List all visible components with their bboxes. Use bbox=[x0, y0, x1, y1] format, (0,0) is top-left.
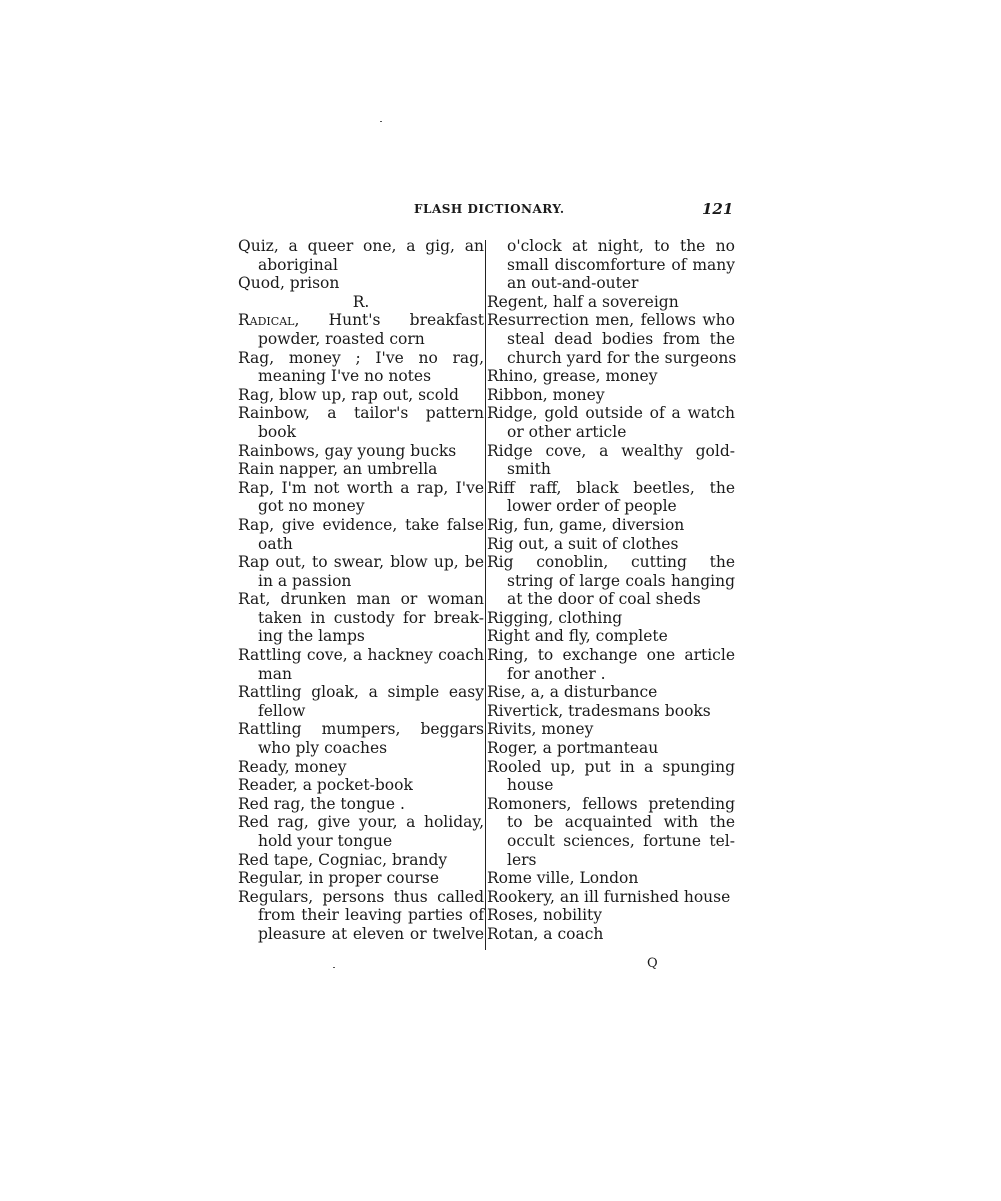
dictionary-line bbox=[487, 479, 735, 498]
dictionary-line bbox=[487, 553, 735, 572]
dictionary-line bbox=[487, 813, 735, 832]
entry-text: string of large coals hanging bbox=[507, 571, 735, 590]
entry-headword: Radical, bbox=[238, 311, 300, 330]
dictionary-line bbox=[238, 888, 484, 907]
right-column bbox=[487, 237, 735, 944]
dictionary-line bbox=[487, 906, 735, 925]
dictionary-line bbox=[238, 293, 484, 312]
dictionary-line bbox=[238, 739, 484, 758]
dictionary-line bbox=[487, 311, 735, 330]
entry-text: Rap out, to swear, blow up, be bbox=[238, 553, 484, 572]
dictionary-line bbox=[238, 442, 484, 461]
print-speck bbox=[333, 967, 335, 968]
entry-text: Reader, a pocket-book bbox=[238, 776, 413, 795]
dictionary-line bbox=[238, 553, 484, 572]
entry-text: Resurrection men, fellows who bbox=[487, 311, 735, 330]
dictionary-line bbox=[238, 758, 484, 777]
dictionary-line bbox=[487, 349, 735, 368]
entry-text: Ridge cove, a wealthy gold- bbox=[487, 441, 735, 460]
dictionary-line bbox=[238, 237, 484, 256]
entry-text: pleasure at eleven or twelve bbox=[258, 924, 484, 943]
entry-text: Rag, blow up, rap out, scold bbox=[238, 385, 459, 404]
entry-text: in a passion bbox=[258, 571, 352, 590]
dictionary-line bbox=[487, 237, 735, 256]
dictionary-line bbox=[487, 386, 735, 405]
entry-text: Regulars, persons thus called bbox=[238, 887, 484, 906]
entry-text: church yard for the surgeons bbox=[507, 348, 737, 367]
dictionary-line bbox=[238, 702, 484, 721]
entry-text: aboriginal bbox=[258, 255, 338, 274]
entry-text: Hunt's breakfast bbox=[299, 311, 484, 330]
entry-text: smith bbox=[507, 460, 551, 479]
dictionary-line bbox=[238, 832, 484, 851]
dictionary-line bbox=[487, 572, 735, 591]
entry-text: Ribbon, money bbox=[487, 385, 605, 404]
dictionary-line bbox=[238, 627, 484, 646]
entry-text: taken in custody for break- bbox=[258, 608, 484, 627]
entry-text: for another . bbox=[507, 664, 606, 683]
entry-text: small discomforture of many bbox=[507, 255, 735, 274]
dictionary-line bbox=[238, 256, 484, 275]
dictionary-line bbox=[487, 627, 735, 646]
dictionary-line bbox=[487, 535, 735, 554]
entry-text: Rattling cove, a hackney coach bbox=[238, 646, 484, 665]
dictionary-line bbox=[487, 460, 735, 479]
dictionary-line bbox=[238, 851, 484, 870]
entry-text: meaning I've no notes bbox=[258, 367, 432, 386]
dictionary-line bbox=[238, 906, 484, 925]
dictionary-line bbox=[238, 516, 484, 535]
dictionary-line bbox=[238, 535, 484, 554]
entry-text: from their leaving parties of bbox=[258, 906, 484, 925]
dictionary-line bbox=[487, 293, 735, 312]
dictionary-line bbox=[487, 720, 735, 739]
dictionary-line bbox=[238, 330, 484, 349]
dictionary-line bbox=[238, 274, 484, 293]
dictionary-line bbox=[487, 442, 735, 461]
entry-text: Red tape, Cogniac, brandy bbox=[238, 850, 448, 869]
dictionary-line bbox=[487, 683, 735, 702]
dictionary-line bbox=[487, 851, 735, 870]
dictionary-line bbox=[487, 888, 735, 907]
signature-mark: Q bbox=[647, 956, 658, 971]
entry-text: Rhino, grease, money bbox=[487, 367, 658, 386]
entry-text: an out-and-outer bbox=[507, 274, 639, 293]
dictionary-line bbox=[238, 423, 484, 442]
entry-text: steal dead bodies from the bbox=[507, 329, 735, 348]
entry-text: Rooled up, put in a spunging bbox=[487, 757, 735, 776]
entry-text: Romoners, fellows pretending bbox=[487, 794, 735, 813]
entry-text: book bbox=[258, 422, 296, 441]
running-header: FLASH DICTIONARY. bbox=[414, 202, 565, 216]
dictionary-line bbox=[238, 404, 484, 423]
entry-text: or other article bbox=[507, 422, 627, 441]
entry-text: Rig out, a suit of clothes bbox=[487, 534, 679, 553]
dictionary-line bbox=[487, 869, 735, 888]
entry-text: o'clock at night, to the no bbox=[507, 237, 735, 255]
entry-text: Rigging, clothing bbox=[487, 608, 623, 627]
entry-text: to be acquainted with the bbox=[507, 813, 735, 832]
entry-text: Regular, in proper course bbox=[238, 869, 440, 888]
dictionary-line bbox=[487, 665, 735, 684]
dictionary-line bbox=[238, 776, 484, 795]
entry-text: Rainbow, a tailor's pattern bbox=[238, 404, 484, 423]
dictionary-line bbox=[487, 274, 735, 293]
dictionary-line bbox=[238, 665, 484, 684]
dictionary-line bbox=[487, 256, 735, 275]
entry-text: Red rag, the tongue . bbox=[238, 794, 405, 813]
dictionary-line bbox=[487, 832, 735, 851]
entry-text: Regent, half a sovereign bbox=[487, 292, 679, 311]
dictionary-line bbox=[487, 646, 735, 665]
entry-text: Rig, fun, game, diversion bbox=[487, 515, 685, 534]
entry-text: Quod, prison bbox=[238, 274, 340, 293]
entry-text: Ready, money bbox=[238, 757, 347, 776]
entry-text: Rag, money ; I've no rag, bbox=[238, 348, 484, 367]
dictionary-line bbox=[238, 590, 484, 609]
dictionary-line bbox=[487, 404, 735, 423]
entry-text: Roses, nobility bbox=[487, 906, 603, 925]
dictionary-line bbox=[487, 367, 735, 386]
entry-text: powder, roasted corn bbox=[258, 329, 425, 348]
page-number: 121 bbox=[702, 200, 734, 218]
dictionary-line bbox=[238, 367, 484, 386]
entry-text: Roger, a portmanteau bbox=[487, 739, 659, 758]
dictionary-line bbox=[487, 776, 735, 795]
dictionary-line bbox=[238, 609, 484, 628]
dictionary-line bbox=[487, 516, 735, 535]
dictionary-line bbox=[238, 386, 484, 405]
dictionary-line bbox=[238, 646, 484, 665]
left-column bbox=[238, 237, 484, 944]
entry-text: at the door of coal sheds bbox=[507, 590, 701, 609]
entry-text: Right and fly, complete bbox=[487, 627, 668, 646]
entry-text: hold your tongue bbox=[258, 832, 393, 850]
entry-text: Ridge, gold outside of a watch bbox=[487, 404, 735, 423]
dictionary-line bbox=[238, 683, 484, 702]
entry-text: Rap, give evidence, take false bbox=[238, 515, 484, 534]
dictionary-line bbox=[238, 349, 484, 368]
dictionary-line bbox=[487, 795, 735, 814]
entry-text: Rig conoblin, cutting the bbox=[487, 553, 735, 572]
dictionary-line bbox=[238, 479, 484, 498]
dictionary-line bbox=[487, 702, 735, 721]
dictionary-line bbox=[238, 813, 484, 832]
entry-text: occult sciences, fortune tel- bbox=[507, 832, 735, 850]
print-speck bbox=[380, 121, 382, 122]
entry-text: got no money bbox=[258, 497, 365, 516]
dictionary-line bbox=[487, 758, 735, 777]
entry-text: Rap, I'm not worth a rap, I've bbox=[238, 478, 484, 497]
dictionary-line bbox=[487, 925, 735, 944]
entry-text: Rat, drunken man or woman bbox=[238, 590, 484, 609]
entry-text: man bbox=[258, 664, 292, 683]
entry-text: lower order of people bbox=[507, 497, 677, 516]
entry-text: Rain napper, an umbrella bbox=[238, 460, 438, 479]
column-divider bbox=[485, 240, 486, 950]
dictionary-line bbox=[238, 311, 484, 330]
entry-text: Rookery, an ill furnished house bbox=[487, 887, 731, 906]
entry-text: house bbox=[507, 776, 554, 795]
entry-text: Rome ville, London bbox=[487, 869, 639, 888]
dictionary-line bbox=[238, 720, 484, 739]
entry-text: R. bbox=[352, 292, 370, 311]
dictionary-line bbox=[487, 497, 735, 516]
entry-text: who ply coaches bbox=[258, 739, 388, 758]
entry-text: Riff raff, black beetles, the bbox=[487, 478, 735, 497]
entry-text: Ring, to exchange one article bbox=[487, 646, 735, 665]
dictionary-line bbox=[238, 460, 484, 479]
entry-text: Rise, a, a disturbance bbox=[487, 683, 658, 702]
entry-text: Rattling mumpers, beggars bbox=[238, 720, 484, 739]
dictionary-line bbox=[238, 795, 484, 814]
dictionary-line bbox=[238, 925, 484, 944]
entry-text: Rivits, money bbox=[487, 720, 594, 739]
dictionary-line bbox=[487, 590, 735, 609]
dictionary-line bbox=[487, 330, 735, 349]
dictionary-line bbox=[238, 869, 484, 888]
entry-text: Red rag, give your, a holiday, bbox=[238, 813, 484, 832]
entry-text: Rotan, a coach bbox=[487, 924, 604, 943]
entry-text: lers bbox=[507, 850, 537, 869]
entry-text: oath bbox=[258, 534, 293, 553]
entry-text: fellow bbox=[258, 701, 306, 720]
entry-text: Quiz, a queer one, a gig, an bbox=[238, 237, 484, 255]
dictionary-line bbox=[238, 497, 484, 516]
dictionary-line bbox=[487, 423, 735, 442]
dictionary-line bbox=[487, 739, 735, 758]
dictionary-line bbox=[487, 609, 735, 628]
entry-text: ing the lamps bbox=[258, 627, 365, 646]
entry-text: Rivertick, tradesmans books bbox=[487, 701, 711, 720]
entry-text: Rattling gloak, a simple easy bbox=[238, 683, 484, 702]
entry-text: Rainbows, gay young bucks bbox=[238, 441, 457, 460]
dictionary-line bbox=[238, 572, 484, 591]
